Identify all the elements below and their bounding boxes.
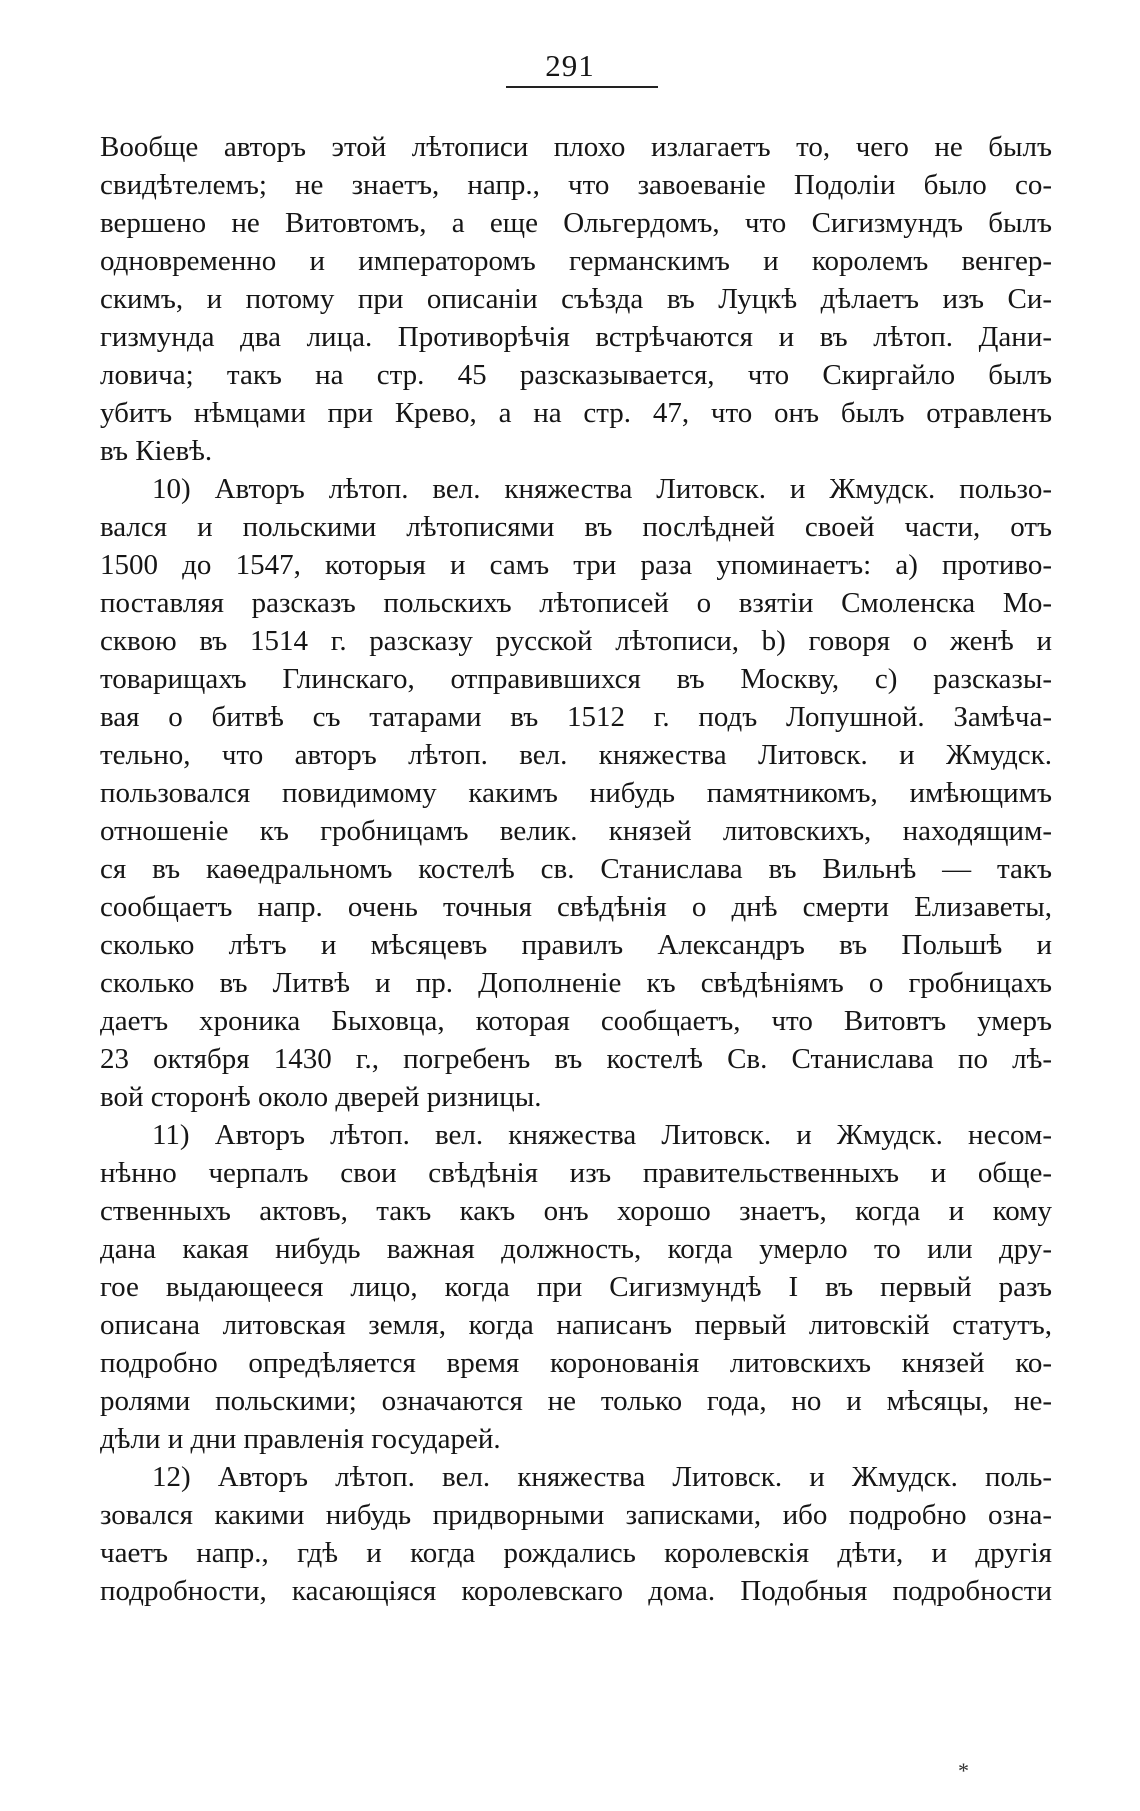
text-line: сквою въ 1514 г. разсказу русской лѣтописи, b) говоря о женѣ и bbox=[100, 625, 1052, 657]
text-line: ролями польскими; означаются не только года, но и мѣсяцы, не- bbox=[100, 1385, 1052, 1417]
text-line: свидѣтелемъ; не знаетъ, напр., что завоеванiе Подолiи было со- bbox=[100, 169, 1052, 201]
text-line: вался и польскими лѣтописями въ послѣдней своей части, отъ bbox=[100, 511, 1052, 543]
text-line: сообщаетъ напр. очень точныя свѣдѣнiя о днѣ смерти Елизаветы, bbox=[100, 891, 1052, 923]
text-line: поставляя разсказъ польскихъ лѣтописей о взятiи Смоленска Мо- bbox=[100, 587, 1052, 619]
text-line: вая о битвѣ съ татарами въ 1512 г. подъ Лопушной. Замѣча- bbox=[100, 701, 1052, 733]
text-line: дѣли и дни правленiя государей. bbox=[100, 1423, 501, 1455]
text-line: даетъ хроника Быховца, которая сообщаетъ, что Витовтъ умеръ bbox=[100, 1005, 1052, 1037]
text-line: сколько лѣтъ и мѣсяцевъ правилъ Александръ въ Польшѣ и bbox=[100, 929, 1052, 961]
text-line: вой сторонѣ около дверей ризницы. bbox=[100, 1081, 542, 1113]
text-line: пользовался повидимому какимъ нибудь памятникомъ, имѣющимъ bbox=[100, 777, 1052, 809]
text-line: 10) Авторъ лѣтоп. вел. княжества Литовск. и Жмудск. пользо- bbox=[152, 473, 1052, 505]
text-line: 11) Авторъ лѣтоп. вел. княжества Литовск. и Жмудск. несом- bbox=[152, 1119, 1052, 1151]
text-line: вершено не Витовтомъ, а еще Ольгердомъ, что Сигизмундъ былъ bbox=[100, 207, 1052, 239]
paragraph-12 bbox=[100, 1458, 1052, 1610]
paragraph-1 bbox=[100, 128, 1052, 470]
text-line: отношенiе къ гробницамъ велик. князей литовскихъ, находящим- bbox=[100, 815, 1052, 847]
text-line: сколько въ Литвѣ и пр. Дополненiе къ свѣдѣнiямъ о гробницахъ bbox=[100, 967, 1052, 999]
body-text bbox=[100, 128, 1052, 1610]
text-line: подробности, касающiяся королевскаго дома. Подобныя подробности bbox=[100, 1575, 1052, 1607]
text-line: товарищахъ Глинскаго, отправившихся въ Москву, c) разсказы- bbox=[100, 663, 1052, 695]
text-line: ственныхъ актовъ, такъ какъ онъ хорошо знаетъ, когда и кому bbox=[100, 1195, 1052, 1227]
text-line: зовался какими нибудь придворными записками, ибо подробно озна- bbox=[100, 1499, 1052, 1531]
text-line: нѣнно черпалъ свои свѣдѣнiя изъ правительственныхъ и обще- bbox=[100, 1157, 1052, 1189]
text-line: чаетъ напр., гдѣ и когда рождались королевскiя дѣти, и другiя bbox=[100, 1537, 1052, 1569]
signature-mark: * bbox=[958, 1758, 969, 1783]
text-line: дана какая нибудь важная должность, когда умерло то или дру- bbox=[100, 1233, 1052, 1265]
header-rule bbox=[506, 86, 658, 88]
text-line: 12) Авторъ лѣтоп. вел. княжества Литовск. и Жмудск. поль- bbox=[152, 1461, 1052, 1493]
text-line: въ Кiевѣ. bbox=[100, 435, 213, 467]
text-line: гизмунда два лица. Противорѣчiя встрѣчаются и въ лѣтоп. Дани- bbox=[100, 321, 1052, 353]
text-line: 23 октября 1430 г., погребенъ въ костелѣ Св. Станислава по лѣ- bbox=[100, 1043, 1052, 1075]
paragraph-10 bbox=[100, 470, 1052, 1116]
page-number: 291 bbox=[545, 48, 595, 83]
text-line: 1500 до 1547, которыя и самъ три раза упоминаетъ: a) противо- bbox=[100, 549, 1052, 581]
text-line: скимъ, и потому при описанiи съѣзда въ Луцкѣ дѣлаетъ изъ Си- bbox=[100, 283, 1052, 315]
text-line: Вообще авторъ этой лѣтописи плохо излагаетъ то, чего не былъ bbox=[100, 131, 1052, 163]
text-line: тельно, что авторъ лѣтоп. вел. княжества Литовск. и Жмудск. bbox=[100, 739, 1052, 771]
text-line: ся въ каѳедральномъ костелѣ св. Станислава въ Вильнѣ — такъ bbox=[100, 853, 1052, 885]
text-line: одновременно и императоромъ германскимъ и королемъ венгер- bbox=[100, 245, 1052, 277]
page-header bbox=[0, 46, 1140, 86]
text-line: гое выдающееся лицо, когда при Сигизмундѣ I въ первый разъ bbox=[100, 1271, 1052, 1303]
text-line: ловича; такъ на стр. 45 разсказывается, что Скиргайло былъ bbox=[100, 359, 1052, 391]
text-line: описана литовская земля, когда написанъ первый литовскiй статутъ, bbox=[100, 1309, 1052, 1341]
text-line: подробно опредѣляется время коронованiя литовскихъ князей ко- bbox=[100, 1347, 1052, 1379]
paragraph-11 bbox=[100, 1116, 1052, 1458]
text-line: убитъ нѣмцами при Крево, а на стр. 47, что онъ былъ отравленъ bbox=[100, 397, 1052, 429]
